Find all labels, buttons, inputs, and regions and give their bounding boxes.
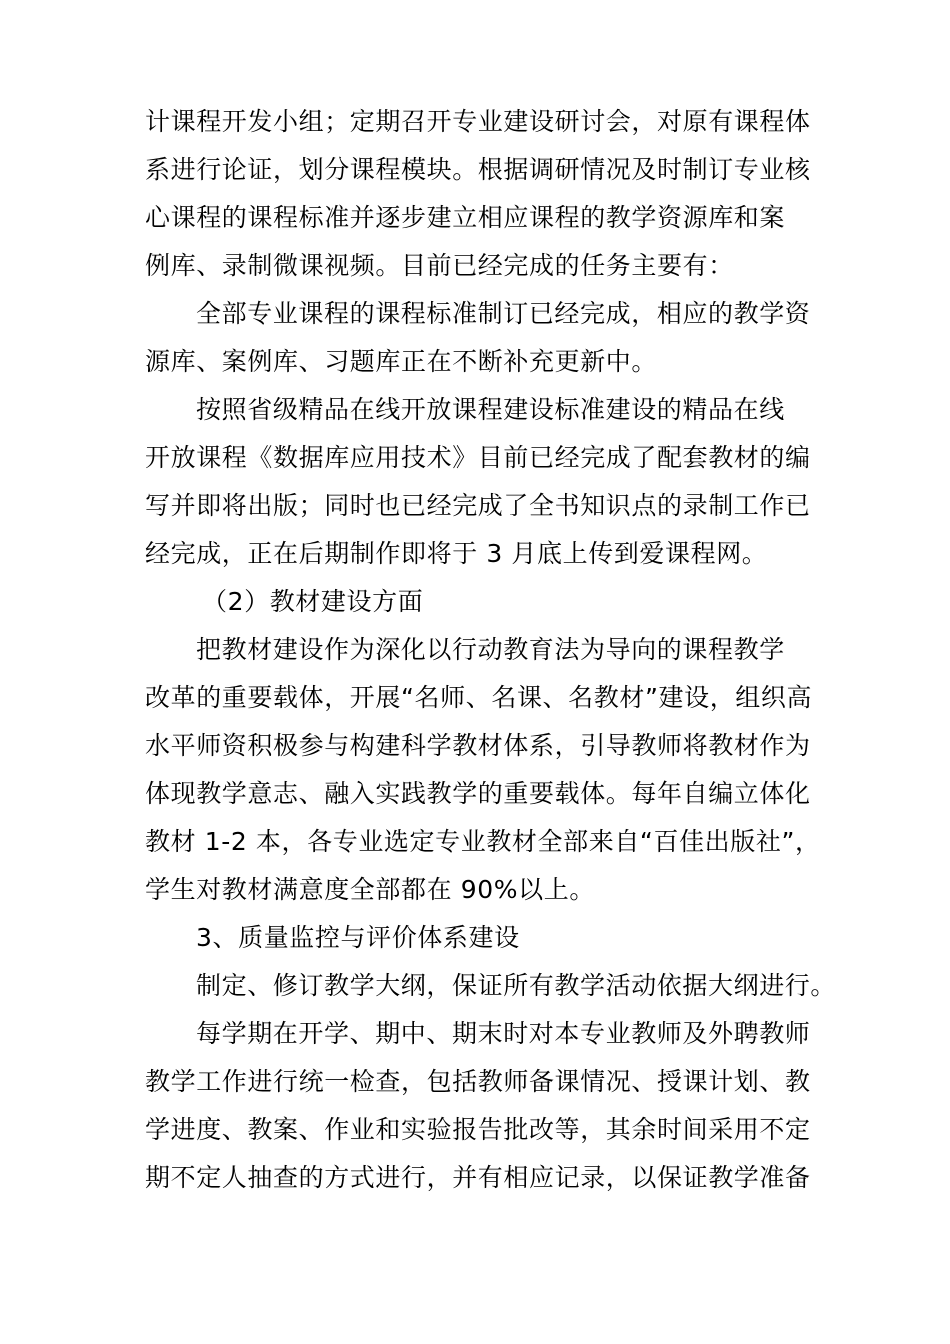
paragraph-first-line: 全部专业课程的课程标准制订已经完成，相应的教学资: [196, 299, 811, 328]
text-line: 期不定人抽查的方式进行，并有相应记录，以保证教学准备: [145, 1163, 811, 1192]
paragraph-first-line: 制定、修订教学大纲，保证所有教学活动依据大纲进行。: [196, 971, 837, 1000]
section-heading: 3、质量监控与评价体系建设: [196, 923, 520, 952]
text-line: 水平师资积极参与构建科学教材体系，引导教师将教材作为: [145, 731, 811, 760]
text-line: 源库、案例库、习题库正在不断补充更新中。: [145, 347, 658, 376]
text-line: 学生对教材满意度全部都在 90%以上。: [145, 875, 595, 904]
text-line: 改革的重要载体，开展“名师、名课、名教材”建设，组织高: [145, 683, 813, 712]
paragraph-first-line: 把教材建设作为深化以行动教育法为导向的课程教学: [196, 635, 785, 664]
text-line: 心课程的课程标准并逐步建立相应课程的教学资源库和案: [145, 203, 786, 232]
text-line: 开放课程《数据库应用技术》目前已经完成了配套教材的编: [145, 443, 811, 472]
section-heading: （2）教材建设方面: [202, 587, 424, 616]
text-line: 体现教学意志、融入实践教学的重要载体。每年自编立体化: [145, 779, 811, 808]
paragraph-first-line: 按照省级精品在线开放课程建设标准建设的精品在线: [196, 395, 785, 424]
text-line: 教学工作进行统一检查，包括教师备课情况、授课计划、教: [145, 1067, 811, 1096]
text-line: 计课程开发小组；定期召开专业建设研讨会，对原有课程体: [145, 107, 811, 136]
text-line: 例库、录制微课视频。目前已经完成的任务主要有：: [145, 251, 734, 280]
text-line: 系进行论证，划分课程模块。根据调研情况及时制订专业核: [145, 155, 811, 184]
text-line: 学进度、教案、作业和实验报告批改等，其余时间采用不定: [145, 1115, 811, 1144]
text-line: 写并即将出版；同时也已经完成了全书知识点的录制工作已: [145, 491, 811, 520]
text-line: 教材 1-2 本，各专业选定专业教材全部来自“百佳出版社”，: [145, 827, 821, 856]
paragraph-first-line: 每学期在开学、期中、期末时对本专业教师及外聘教师: [196, 1019, 811, 1048]
text-line: 经完成，正在后期制作即将于 3 月底上传到爱课程网。: [145, 539, 768, 568]
